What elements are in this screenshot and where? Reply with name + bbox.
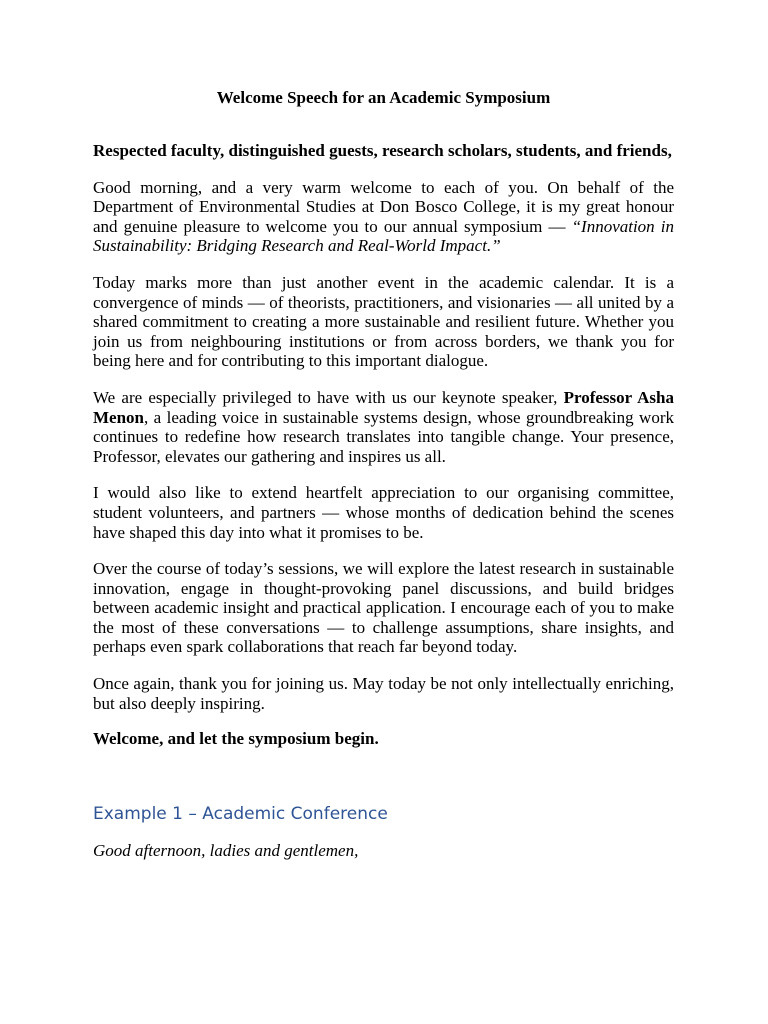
- symposium-theme-quote: “Innovation in Sustainability: Bridging Research and Real-World Impact.”: [93, 216, 674, 256]
- paragraph-thanks: Once again, thank you for joining us. May today be not only intellectually enriching, but also deeply inspiring.: [93, 674, 674, 713]
- example-heading: Example 1 – Academic Conference: [93, 803, 388, 824]
- document-title: Welcome Speech for an Academic Symposium: [216, 88, 551, 107]
- example-opening-line: Good afternoon, ladies and gentlemen,: [93, 840, 359, 860]
- paragraph-welcome: [93, 178, 674, 256]
- closing-line: Welcome, and let the symposium begin.: [93, 729, 379, 749]
- paragraph-sessions: Over the course of today’s sessions, we will explore the latest research in sustainable innovation, engage in thought-provoking panel discussions, and build bridges between academic insight and practical application. I encourage each of you to make the most of these conversations — to challenge assumptions, share insights, and perhaps even spark collaborations that reach far beyond today.: [93, 559, 674, 657]
- paragraph-keynote-rest: , a leading voice in sustainable systems design, whose groundbreaking work continues to redefine how research translates into tangible change. Your presence, Professor, elevates our gathering and inspires us all.: [93, 407, 674, 466]
- paragraph-appreciation: I would also like to extend heartfelt appreciation to our organising committee, student volunteers, and partners — whose months of dedication behind the scenes have shaped this day into what it promises to be.: [93, 483, 674, 542]
- paragraph-keynote-intro: We are especially privileged to have with us our keynote speaker,: [93, 387, 564, 407]
- salutation: Respected faculty, distinguished guests, research scholars, students, and friends,: [93, 141, 672, 160]
- paragraph-keynote: [93, 388, 674, 466]
- keynote-speaker-name: Professor Asha Menon: [93, 387, 674, 427]
- paragraph-convergence: Today marks more than just another event in the academic calendar. It is a convergence of minds — of theorists, practitioners, and visionaries — all united by a shared commitment to creating a more sustainable and resilient future. Whether you join us from neighbouring institutions or from across borders, we thank you for being here and for contributing to this important dialogue.: [93, 272, 674, 371]
- paragraph-welcome-text: Good morning, and a very warm welcome to each of you. On behalf of the Department of Environmental Studies at Don Bosco College, it is my great honour and genuine pleasure to welcome you to our annual symposium —: [93, 177, 674, 236]
- document-body: [93, 86, 674, 860]
